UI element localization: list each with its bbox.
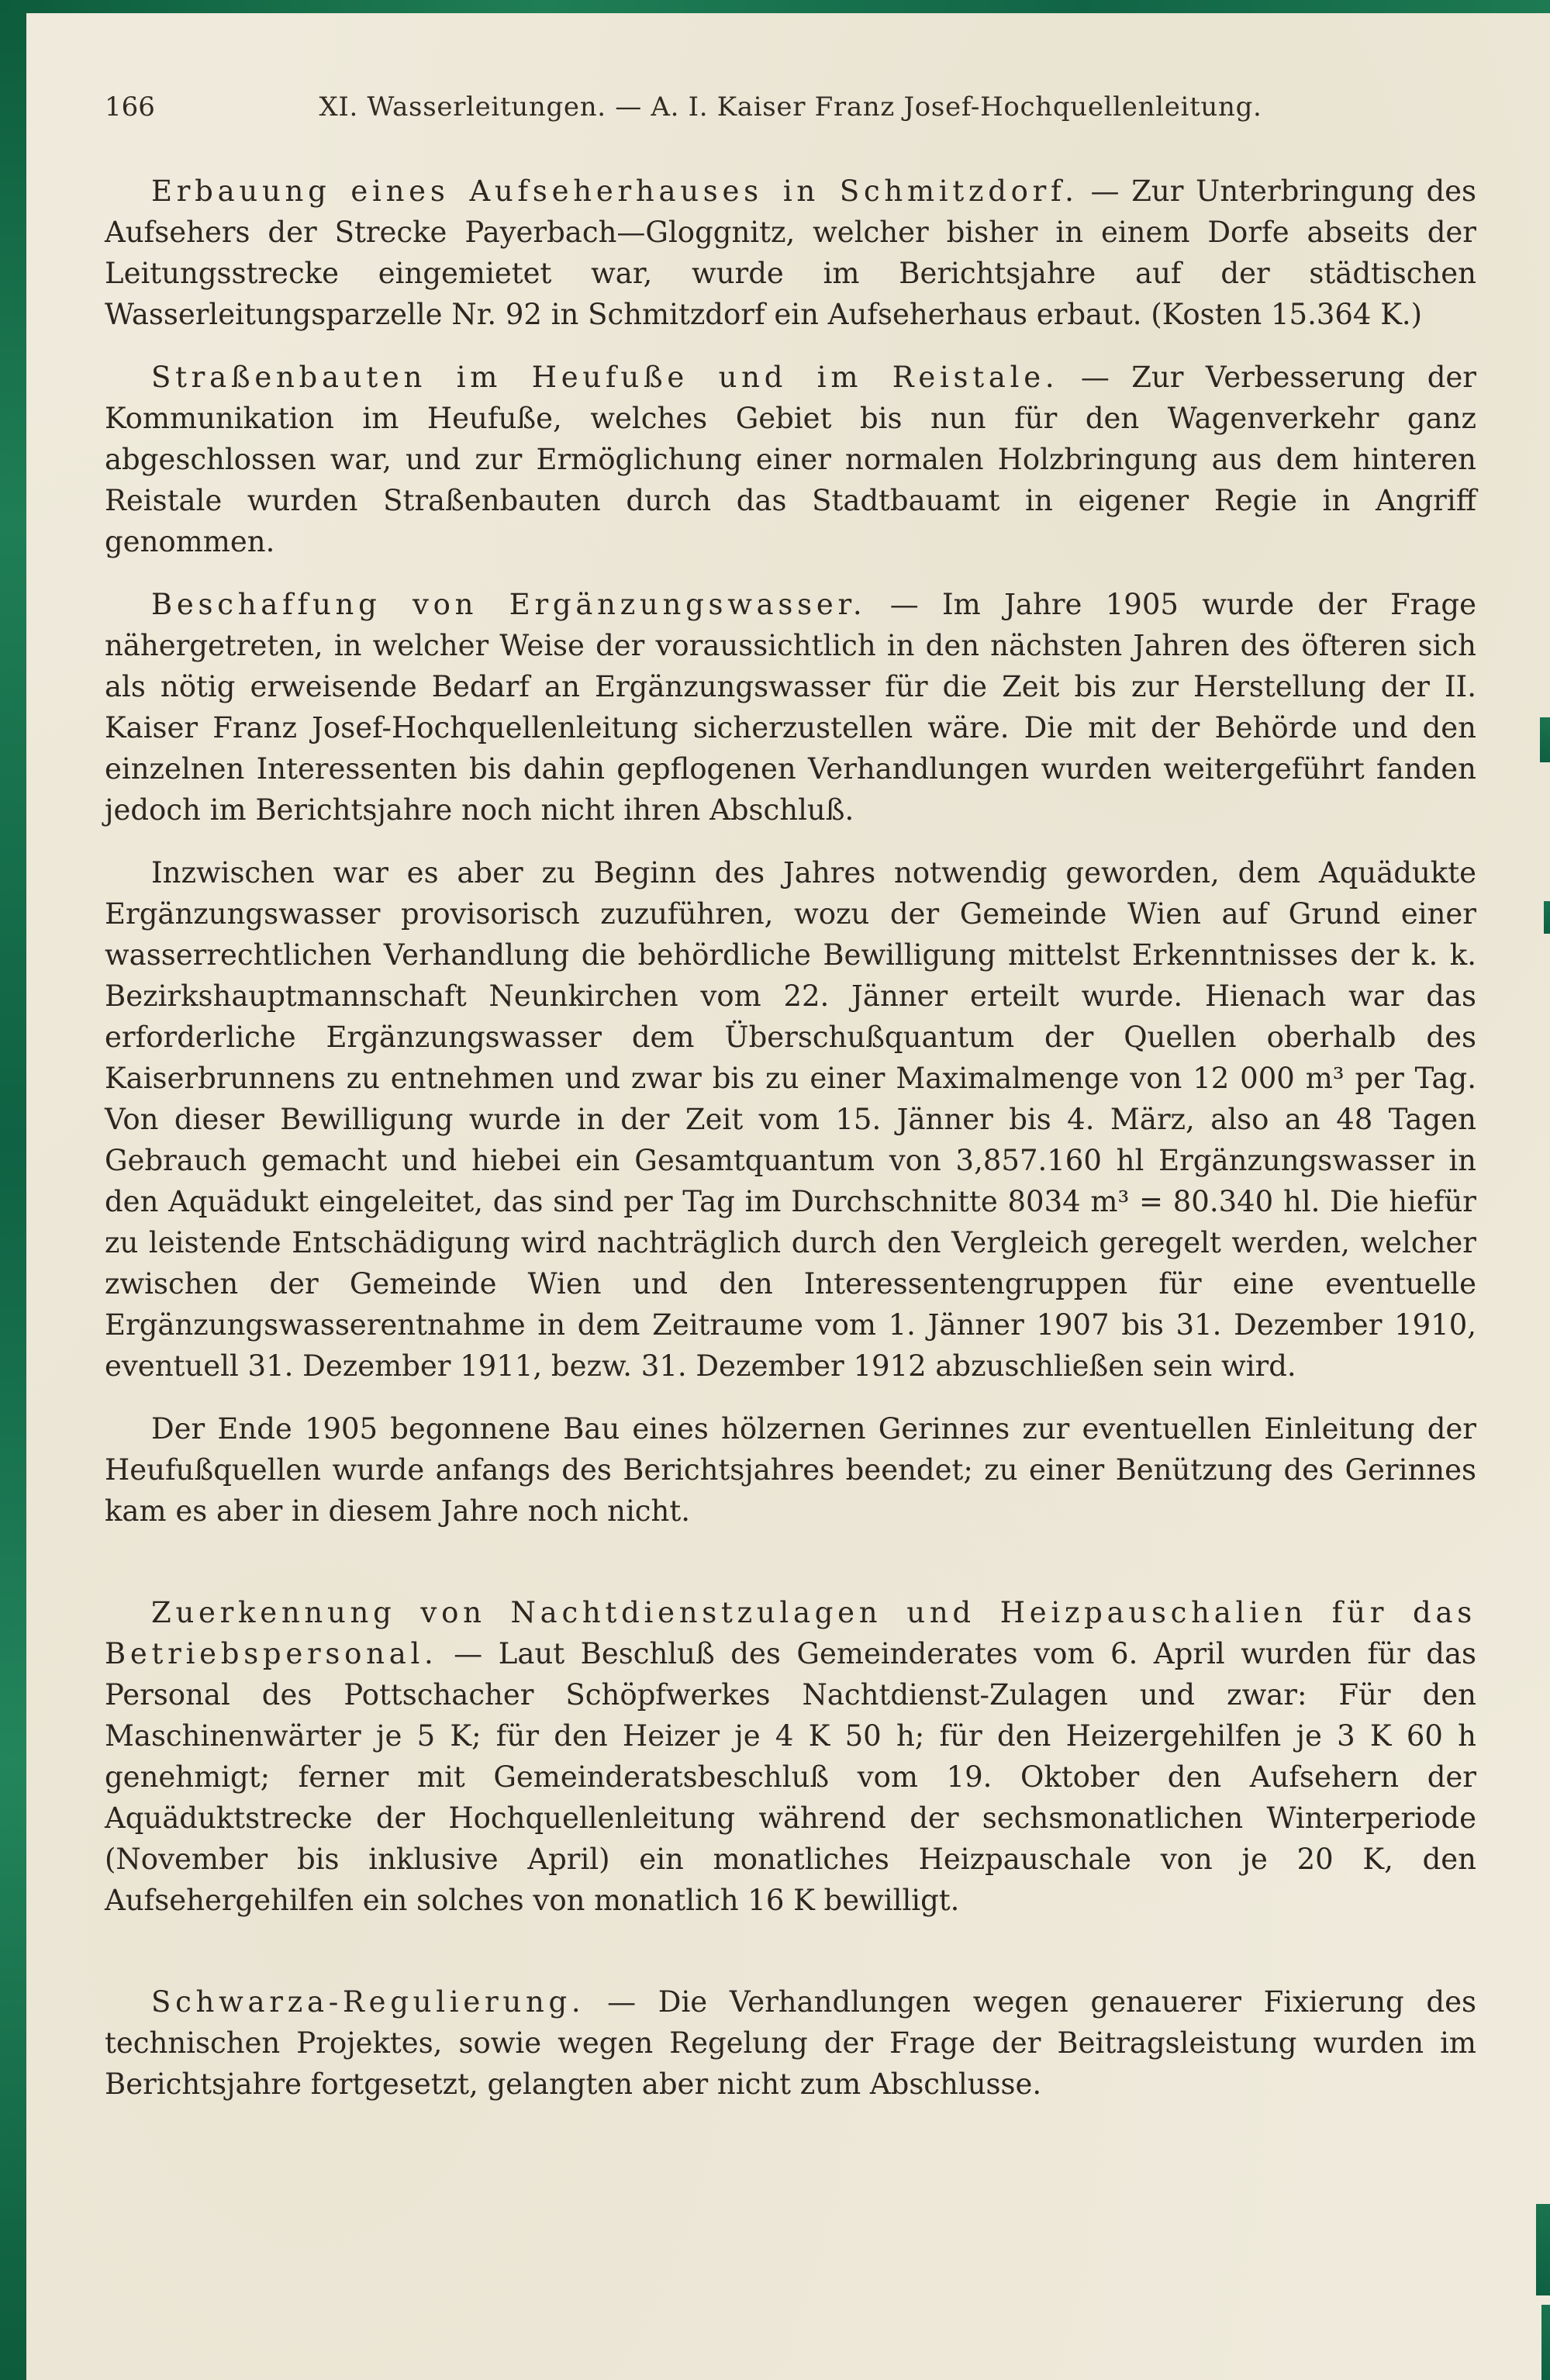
- paragraph-heading: Erbauung eines Aufseherhauses in Schmitzdorf.: [151, 174, 1079, 208]
- paragraph-heading: Straßenbauten im Heufuße und im Reistale.: [151, 361, 1059, 394]
- page-number: 166: [105, 92, 155, 123]
- paragraph-text: — Laut Beschluß des Gemeinderates vom 6. April wurden für das Personal des Pottschacher Schöpfwerkes Nachtdienst-Zulagen und zwar: Für den Maschinenwärter je 5 K; für den Heizer je 4 K 50 h; für den Heizergehilfen je 3 K 60 h genehmigt; ferner mit Gemeinderatsbeschluß vom 19. Oktober den Aufsehern der Aquäduktstrecke der Hochquellenleitung während der sechsmonatlichen Winterperiode (November bis inklusive April) ein monatliches Heizpauschale von je 20 K, den Aufsehergehilfen ein solches von monatlich 16 K bewilligt.: [105, 1637, 1476, 1917]
- paragraph-text: — Zur Verbesserung der Kommunikation im Heufuße, welches Gebiet bis nun für den Wagenverkehr ganz abgeschlossen war, und zur Ermöglichung einer normalen Holzbringung aus dem hinteren Reistale wurden Straßenbauten durch das Stadtbauamt in eigener Regie in Angriff genommen.: [105, 361, 1476, 558]
- book-edge-mark: [1541, 2305, 1550, 2380]
- book-edge-mark: [1544, 901, 1550, 934]
- page-content: [105, 92, 1476, 2126]
- paragraph-inzwischen-aquaedukt: [105, 852, 1476, 1387]
- book-edge-mark: [1536, 2204, 1550, 2295]
- paragraph-beschaffung-ergaenzungswasser: [105, 584, 1476, 831]
- body-text: [105, 171, 1476, 2105]
- paragraph-text: — Im Jahre 1905 wurde der Frage nähergetreten, in welcher Weise der voraussichtlich in den nächsten Jahren des öfteren sich als nötig erweisende Bedarf an Ergänzungswasser für die Zeit bis zur Herstellung der II. Kaiser Franz Josef-Hochquellenleitung sicherzustellen wäre. Die mit der Behörde und den einzelnen Interessenten bis dahin gepflogenen Verhandlungen wurden weitergeführt fanden jedoch im Berichtsjahre noch nicht ihren Abschluß.: [105, 588, 1476, 827]
- paragraph-text: — Die Verhandlungen wegen genauerer Fixierung des technischen Projektes, sowie wegen Regelung der Frage der Beitragsleistung wurden im Berichtsjahre fortgesetzt, gelangten aber nicht zum Abschlusse.: [105, 1985, 1476, 2101]
- paragraph-heading: Beschaffung von Ergänzungswasser.: [151, 588, 867, 621]
- running-header-row: [105, 92, 1476, 129]
- paragraph-zuerkennung-zulagen: [105, 1592, 1476, 1921]
- book-edge-left-green: [0, 0, 26, 2380]
- paragraph-erbauung-aufseherhaus: [105, 171, 1476, 335]
- paragraph-schwarza-regulierung: [105, 1981, 1476, 2105]
- paragraph-heading: Schwarza-Regulierung.: [151, 1985, 585, 2019]
- book-edge-mark: [1540, 717, 1550, 762]
- running-header-title: XI. Wasserleitungen. — A. I. Kaiser Franz Josef-Hochquellenleitung.: [319, 92, 1262, 123]
- paragraph-text: — Zur Unterbringung des Aufsehers der Strecke Payerbach—Gloggnitz, welcher bisher in einem Dorfe abseits der Leitungsstrecke eingemietet war, wurde im Berichtsjahre auf der städtischen Wasserleitungsparzelle Nr. 92 in Schmitzdorf ein Aufseherhaus erbaut. (Kosten 15.364 K.): [105, 174, 1477, 331]
- paragraph-text: Der Ende 1905 begonnene Bau eines hölzernen Gerinnes zur eventuellen Einleitung der Heufußquellen wurde anfangs des Berichtsjahres beendet; zu einer Benützung des Gerinnes kam es aber in diesem Jahre noch nicht.: [105, 1412, 1476, 1528]
- paragraph-gerinne-heufussquellen: [105, 1408, 1476, 1532]
- paragraph-strassenbauten: [105, 357, 1476, 562]
- paragraph-heading: Zuerkennung von Nachtdienstzulagen und Heizpauschalien für das Betriebspersonal.: [105, 1596, 1476, 1670]
- book-edge-top-green: [0, 0, 1550, 13]
- paragraph-text: Inzwischen war es aber zu Beginn des Jahres notwendig geworden, dem Aquädukte Ergänzungswasser provisorisch zuzuführen, wozu der Gemeinde Wien auf Grund einer wasserrechtlichen Verhandlung die behördliche Bewilligung mittelst Erkenntnisses der k. k. Bezirkshauptmannschaft Neunkirchen vom 22. Jänner erteilt wurde. Hienach war das erforderliche Ergänzungswasser dem Überschußquantum der Quellen oberhalb des Kaiserbrunnens zu entnehmen und zwar bis zu einer Maximalmenge von 12 000 m³ per Tag. Von dieser Bewilligung wurde in der Zeit vom 15. Jänner bis 4. März, also an 48 Tagen Gebrauch gemacht und hiebei ein Gesamtquantum von 3,857.160 hl Ergänzungswasser in den Aquädukt eingeleitet, das sind per Tag im Durchschnitte 8034 m³ = 80.340 hl. Die hiefür zu leistende Entschädigung wird nachträglich durch den Vergleich geregelt werden, welcher zwischen der Gemeinde Wien und den Interessentengruppen für eine eventuelle Ergänzungswasserentnahme in dem Zeitraume vom 1. Jänner 1907 bis 31. Dezember 1910, eventuell 31. Dezember 1911, bezw. 31. Dezember 1912 abzuschließen sein wird.: [105, 856, 1476, 1383]
